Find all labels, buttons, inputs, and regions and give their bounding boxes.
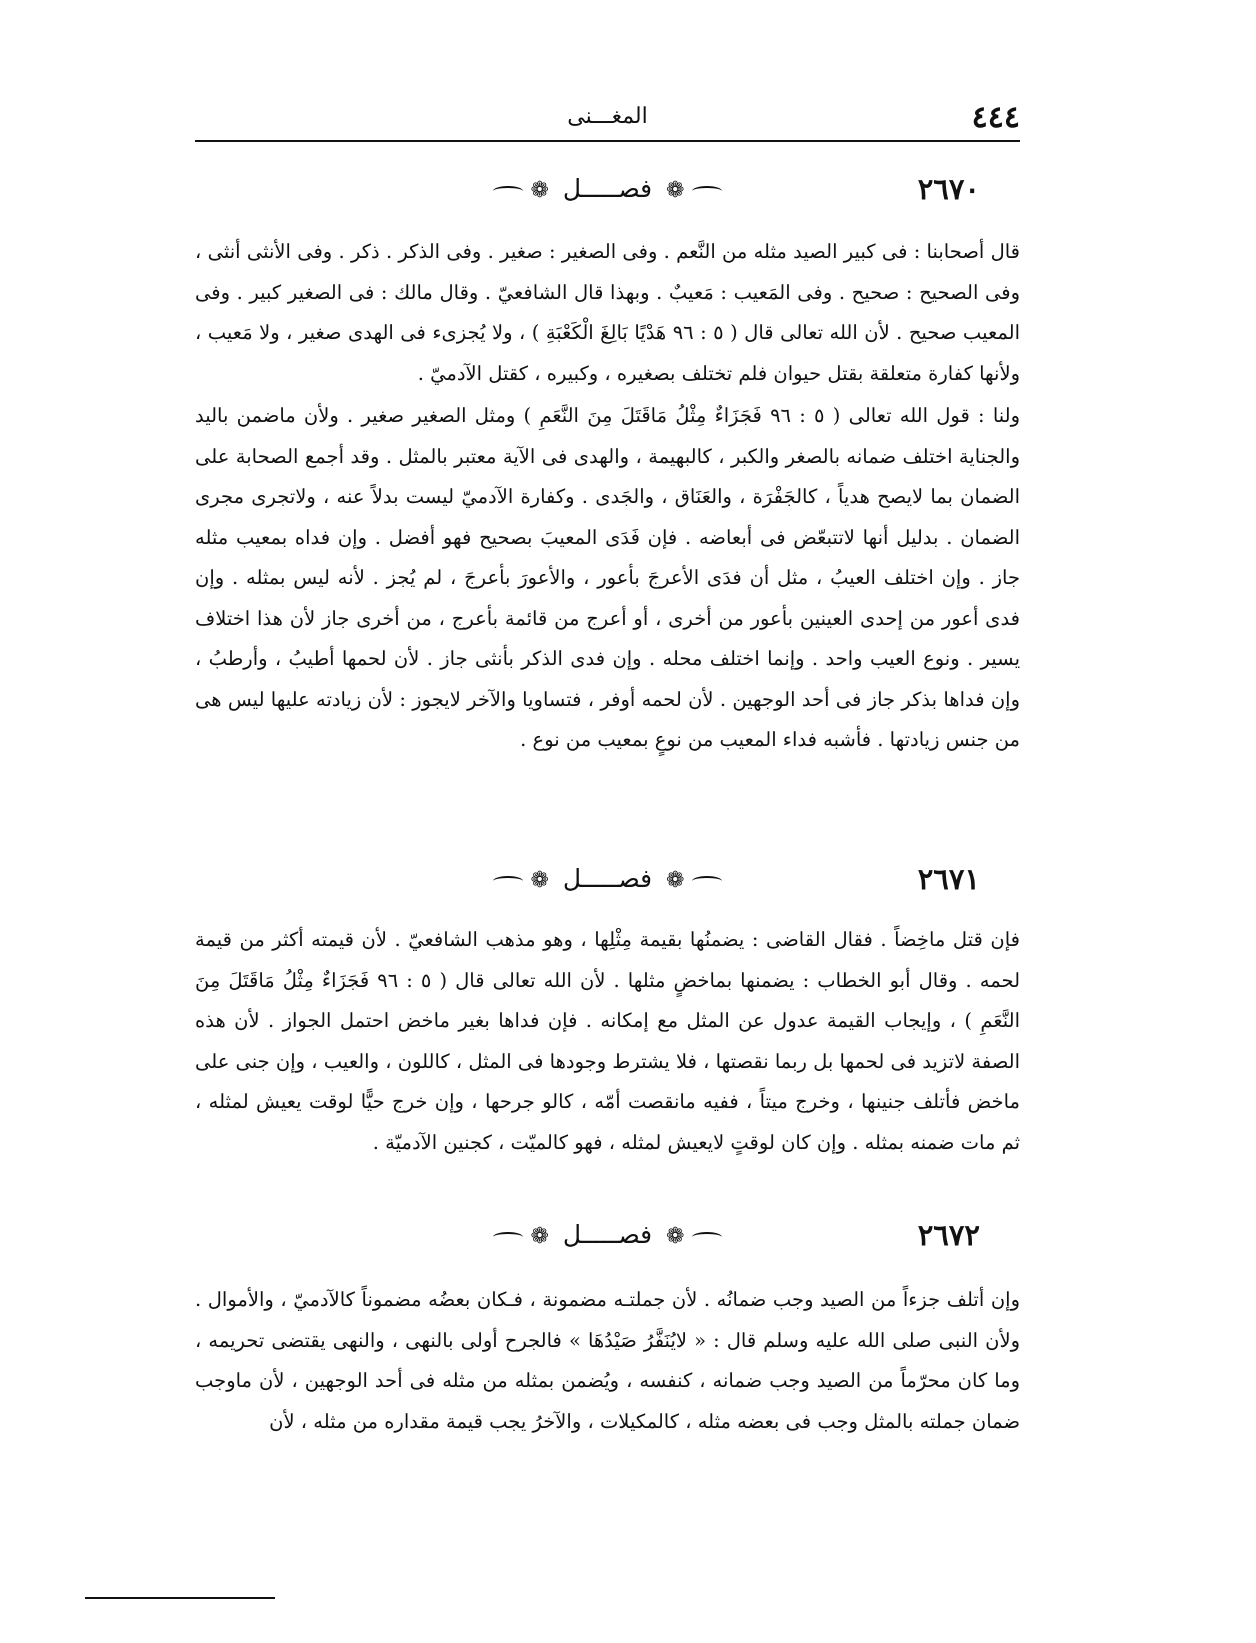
header-rule: [195, 140, 1020, 142]
paragraph-text: ولنا : قول الله تعالى ( ٥ : ٩٦ فَجَزَاءٌ مِثْلُ مَاقَتَلَ مِنَ النَّعَمِ ) ومثل الصغير صغير . ولأن ماضمن باليد والجناية اختلف ضمانه بالصغر والكبر ، كالبهيمة ، والهدى فى الآية معتبر بالمثل . وقد أجمع الصحابة على الضمان بما لايصح هدياً ، كالجَفْرَة ، والعَنَاق ، والجَدى . وكفارة الآدميّ ليست بدلاً عنه ، ولاتجرى مجرى الضمان . بدليل أنها لاتتبعّض فى أبعاضه . فإن فَدَى المعيبَ بصحيح فهو أفضل . وإن فداه بمعيب مثله جاز . وإن اختلف العيبُ ، مثل أن فدَى الأعرجَ بأعور ، والأعورَ بأعرجَ ، لم يُجز . لأنه ليس بمثله . وإن فدى أعور من إحدى العينين بأعور من أخرى ، أو أعرج من قائمة بأعرج ، من أخرى جاز لأن هذا اختلاف يسير . ونوع العيب واحد . وإنما اختلف محله . وإن فدى الذكر بأنثى جاز . لأن لحمها أطيبُ ، وأرطبُ ، وإن فداها بذكر جاز فى أحد الوجهين . لأن لحمه أوفر ، فتساويا والآخر لايجوز : لأن زيادته عليها ليس هى من جنس زيادتها . فأشبه فداء المعيب من نوعٍ بمعيب من نوع .: [195, 404, 1021, 751]
floral-ornament-icon: ❁: [530, 868, 549, 893]
page-header: [195, 100, 1020, 140]
paragraph: [195, 396, 1020, 761]
floral-ornament-icon: ❁: [666, 178, 685, 203]
paragraph: [195, 920, 1020, 1163]
paragraph: [195, 1280, 1020, 1442]
section-number: ٢٦٧٢: [917, 1218, 980, 1252]
flourish-ornament: [692, 876, 722, 886]
flourish-ornament: [493, 1232, 523, 1242]
paragraph-text: فإن قتل ماخِضاً . فقال القاضى : يضمنُها بقيمة مِثْلِها ، وهو مذهب الشافعيّ . لأن قيمته أكثر من قيمة لحمه . وقال أبو الخطاب : يضمنها بماخضٍ مثلها . لأن الله تعالى قال ( ٥ : ٩٦ فَجَزَاءٌ مِثْلُ مَاقَتَلَ مِنَ النَّعَمِ ) ، وإيجاب القيمة عدول عن المثل مع إمكانه . فإن فداها بغير ماخض احتمل الجواز . لأن هذه الصفة لاتزيد فى لحمها بل ربما نقصتها ، فلا يشترط وجودها فى المثل ، كاللون ، والعيب ، وإن جنى على ماخض فأتلف جنينها ، وخرج ميتاً ، ففيه مانقصت أمّه ، كالو جرحها ، وإن خرج حيًّا لوقت يعيش لمثله ، ثم مات ضمنه بمثله . وإن كان لوقتٍ لايعيش لمثله ، فهو كالميّت ، كجنين الآدميّة .: [195, 928, 1021, 1154]
flourish-ornament: [692, 186, 722, 196]
section-title: فصـــــل: [562, 174, 653, 203]
floral-ornament-icon: ❁: [666, 1224, 685, 1249]
paragraph: [195, 232, 1020, 394]
section-title: فصـــــل: [562, 864, 653, 893]
footnote-rule: [85, 1597, 275, 1599]
flourish-ornament: [493, 186, 523, 196]
page-number: ٤٤٤: [971, 100, 1020, 135]
section-heading: [195, 1218, 1020, 1258]
section-title-row: [195, 1220, 1020, 1249]
flourish-ornament: [692, 1232, 722, 1242]
floral-ornament-icon: ❁: [666, 868, 685, 893]
section-title: فصـــــل: [562, 1220, 653, 1249]
running-title: المغـــنى: [567, 104, 648, 129]
floral-ornament-icon: ❁: [530, 1224, 549, 1249]
floral-ornament-icon: ❁: [530, 178, 549, 203]
section-heading: [195, 862, 1020, 902]
section-heading: [195, 172, 1020, 212]
flourish-ornament: [493, 876, 523, 886]
section-number: ٢٦٧٠: [917, 172, 980, 206]
paragraph-text: قال أصحابنا : فى كبير الصيد مثله من النَّعم . وفى الصغير : صغير . وفى الذكر . ذكر . وفى الأنثى أنثى ، وفى الصحيح : صحيح . وفى المَعيب : مَعيبٌ . وبهذا قال الشافعيّ . وقال مالك : فى الصغير كبير . وفى المعيب صحيح . لأن الله تعالى قال ( ٥ : ٩٦ هَدْيًا بَالِغَ الْكَعْبَةِ ) ، ولا يُجزىء فى الهدى صغير ، ولا مَعيب ، ولأنها كفارة متعلقة بقتل حيوان فلم تختلف بصغيره ، وكبيره ، كقتل الآدميّ .: [195, 240, 1020, 385]
section-title-row: [195, 174, 1020, 203]
paragraph-text: وإن أتلف جزءاً من الصيد وجب ضمانُه . لأن جملتـه مضمونة ، فـكان بعضُه مضموناً كالآدميّ ، والأموال . ولأن النبى صلى الله عليه وسلم قال : « لايُنَفَّرُ صَيْدُهَا » فالجرح أولى بالنهى ، والنهى يقتضى تحريمه ، وما كان محرّماً من الصيد وجب ضمانه ، كنفسه ، ويُضمن بمثله من مثله فى أحد الوجهين ، لأن ماوجب ضمان جملته بالمثل وجب فى بعضه مثله ، كالمكيلات ، والآخرُ يجب قيمة مقداره من مثله ، لأن: [195, 1288, 1020, 1433]
section-title-row: [195, 864, 1020, 893]
section-number: ٢٦٧١: [917, 862, 980, 896]
